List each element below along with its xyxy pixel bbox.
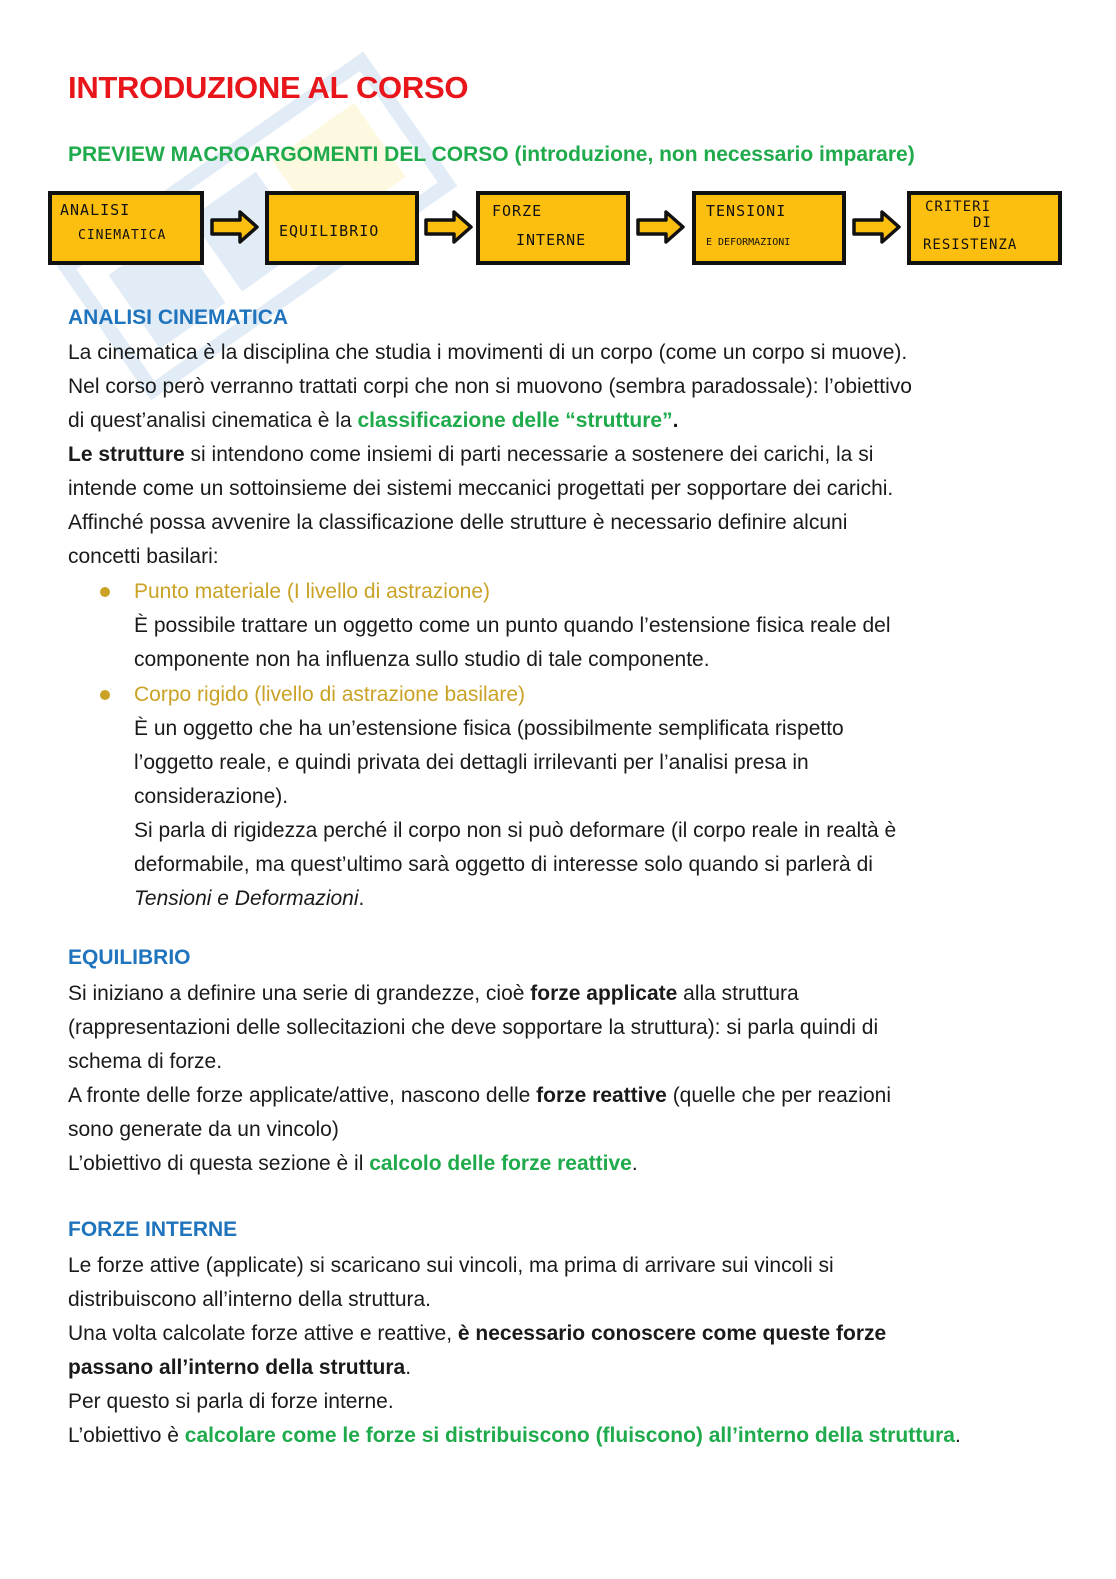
paragraph-line: di quest’analisi cinematica è la classificazione delle “strutture”. [68,409,679,432]
paragraph-line: deformabile, ma quest’ultimo sarà oggetto di interesse solo quando si parlerà di [134,853,873,876]
paragraph-line: componente non ha influenza sullo studio di tale componente. [134,648,710,671]
bold-text: è necessario conoscere come queste forze [457,1322,887,1345]
bold-text: forze applicate [530,982,678,1005]
flow-box-analisi-cinematica [48,191,204,265]
flow-box-equilibrio [265,191,419,265]
flow-box-text: DI [973,215,992,231]
bullet-dot [100,690,110,700]
paragraph-line: A fronte delle forze applicate/attive, nascono delle forze reattive (quelle che per reazioni [68,1084,891,1107]
paragraph-line: La cinematica è la disciplina che studia i movimenti di un corpo (come un corpo si muove). [68,341,908,364]
highlight-text: classificazione delle “strutture” [357,409,673,432]
flow-box-text: ANALISI [60,201,131,219]
bold-text: passano all’interno della struttura [68,1356,406,1379]
paragraph-line: Si iniziano a definire una serie di grandezze, cioè forze applicate alla struttura [68,982,799,1005]
paragraph-line: Nel corso però verranno trattati corpi che non si muovono (sembra paradossale): l’obiettivo [68,375,912,398]
right-arrow-icon [210,209,260,245]
section-heading-analisi-cinematica: ANALISI CINEMATICA [68,306,289,329]
paragraph-line: Le forze attive (applicate) si scaricano sui vincoli, ma prima di arrivare sui vincoli si [68,1254,834,1277]
flow-box-text: CRITERI [925,199,992,215]
paragraph-line: L’obiettivo di questa sezione è il calcolo delle forze reattive. [68,1152,638,1175]
italic-text: Tensioni e Deformazioni [134,887,359,910]
paragraph-line: Per questo si parla di forze interne. [68,1390,394,1413]
highlight-text: calcolare come le forze si distribuiscono (fluiscono) all’interno della struttura [184,1424,955,1447]
paragraph-line: Una volta calcolate forze attive e reattive, è necessario conoscere come queste forze [68,1322,887,1345]
section-heading-equilibrio: EQUILIBRIO [68,946,191,969]
flow-box-forze-interne [476,191,630,265]
paragraph-line: Affinché possa avvenire la classificazione delle strutture è necessario definire alcuni [68,511,848,534]
right-arrow-icon [852,209,902,245]
paragraph-line: Le strutture si intendono come insiemi di parti necessarie a sostenere dei carichi, la si [68,443,874,466]
highlight-text: calcolo delle forze reattive [369,1152,632,1175]
flow-box-tensioni-deformazioni [692,191,846,265]
flow-box-text: EQUILIBRIO [279,222,380,240]
preview-heading: PREVIEW MACROARGOMENTI DEL CORSO (introduzione, non necessario imparare) [68,143,915,166]
paragraph-line: distribuiscono all’interno della struttura. [68,1288,432,1311]
bullet-title-punto-materiale: Punto materiale (I livello di astrazione) [134,580,490,603]
right-arrow-icon [424,209,474,245]
flow-box-text: CINEMATICA [78,228,167,243]
right-arrow-icon [636,209,686,245]
paragraph-line: È un oggetto che ha un’estensione fisica (possibilmente semplificata rispetto [134,717,844,740]
paragraph-line: considerazione). [134,785,289,808]
paragraph-line: L’obiettivo è calcolare come le forze si distribuiscono (fluiscono) all’interno della struttura. [68,1424,961,1447]
paragraph-line: (rappresentazioni delle sollecitazioni che deve sopportare la struttura): si parla quindi di [68,1016,879,1039]
page-title: INTRODUZIONE AL CORSO [68,70,469,105]
paragraph-line: concetti basilari: [68,545,219,568]
paragraph-line: passano all’interno della struttura. [68,1356,412,1379]
paragraph-line: intende come un sottoinsieme dei sistemi meccanici progettati per sopportare dei carichi. [68,477,894,500]
bold-text: Le strutture [68,443,185,466]
paragraph-line: Tensioni e Deformazioni. [134,887,365,910]
flow-box-criteri-resistenza [907,191,1062,265]
flow-box-text: RESISTENZA [923,237,1018,253]
paragraph-line: sono generate da un vincolo) [68,1118,339,1141]
bullet-dot [100,587,110,597]
course-flow-diagram [48,191,1062,273]
flow-box-text: FORZE [492,202,543,220]
section-heading-forze-interne: FORZE INTERNE [68,1218,238,1241]
flow-box-text: INTERNE [516,231,587,249]
bullet-title-corpo-rigido: Corpo rigido (livello di astrazione basilare) [134,683,526,706]
paragraph-line: schema di forze. [68,1050,223,1073]
paragraph-line: È possibile trattare un oggetto come un punto quando l’estensione fisica reale del [134,614,891,637]
paragraph-line: Si parla di rigidezza perché il corpo non si può deformare (il corpo reale in realtà è [134,819,897,842]
flow-box-text: TENSIONI [706,202,787,220]
bold-text: forze reattive [536,1084,667,1107]
flow-box-text: E DEFORMAZIONI [706,237,791,248]
paragraph-line: l’oggetto reale, e quindi privata dei dettagli irrilevanti per l’analisi presa in [134,751,809,774]
